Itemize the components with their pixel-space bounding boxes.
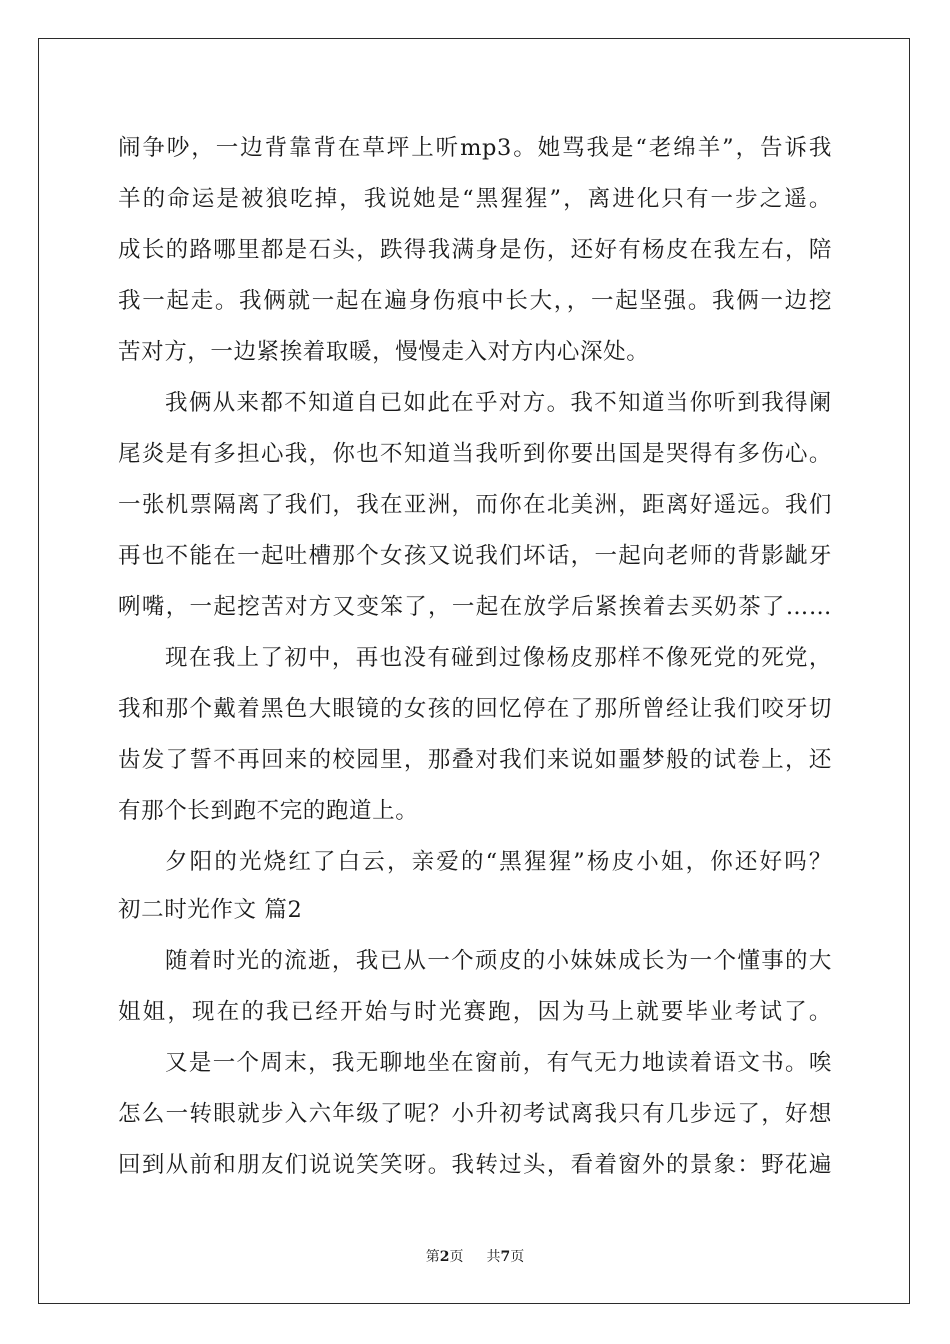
text-line: 随着时光的流逝，我已从一个顽皮的小妹妹成长为一个懂事的大 [165, 948, 832, 974]
text-line: 回到从前和朋友们说说笑笑呀。我转过头，看着窗外的景象：野花遍 [118, 1152, 832, 1178]
text-line: 姐姐，现在的我已经开始与时光赛跑，因为马上就要毕业考试了。 [118, 999, 832, 1025]
text-line: 成长的路哪里都是石头，跌得我满身是伤，还好有杨皮在我左右，陪 [118, 237, 832, 263]
text-line: 齿发了誓不再回来的校园里，那叠对我们来说如噩梦般的试卷上，还 [118, 747, 832, 773]
text-line: 苦对方，一边紧挨着取暖，慢慢走入对方内心深处。 [118, 339, 650, 365]
text-line: 有那个长到跑不完的跑道上。 [118, 798, 419, 824]
page-total: 共7页 [486, 1249, 525, 1265]
text-line: 一张机票隔离了我们，我在亚洲，而你在北美洲，距离好遥远。我们 [118, 492, 832, 518]
text-line: 闹争吵，一边背靠背在草坪上听mp3。她骂我是“老绵羊”，告诉我 [118, 135, 832, 161]
text-line: 又是一个周末，我无聊地坐在窗前，有气无力地读着语文书。唉 [165, 1050, 832, 1076]
text-line: 怎么一转眼就步入六年级了呢？小升初考试离我只有几步远了，好想 [118, 1101, 832, 1127]
text-line: 尾炎是有多担心我，你也不知道当我听到你要出国是哭得有多伤心。 [118, 441, 832, 467]
text-line: 我一起走。我俩就一起在遍身伤痕中长大，，一起坚强。我俩一边挖 [118, 288, 832, 314]
text-line: 我和那个戴着黑色大眼镜的女孩的回忆停在了那所曾经让我们咬牙切 [118, 696, 832, 722]
text-line: 我俩从来都不知道自已如此在乎对方。我不知道当你听到我得阑 [165, 390, 832, 416]
page-number: 第2页 [425, 1249, 464, 1265]
text-line: 夕阳的光烧红了白云，亲爱的“黑猩猩”杨皮小姐，你还好吗？ [165, 849, 832, 875]
text-line: 再也不能在一起吐槽那个女孩又说我们坏话，一起向老师的背影龇牙 [118, 543, 832, 569]
section-heading: 初二时光作文 篇2 [118, 897, 303, 923]
text-line: 咧嘴，一起挖苦对方又变笨了，一起在放学后紧挨着去买奶茶了…… [118, 594, 832, 620]
text-line: 现在我上了初中，再也没有碰到过像杨皮那样不像死党的死党， [165, 645, 832, 671]
page-footer [0, 1246, 950, 1266]
text-line: 羊的命运是被狼吃掉，我说她是“黑猩猩”，离进化只有一步之遥。 [118, 186, 832, 212]
